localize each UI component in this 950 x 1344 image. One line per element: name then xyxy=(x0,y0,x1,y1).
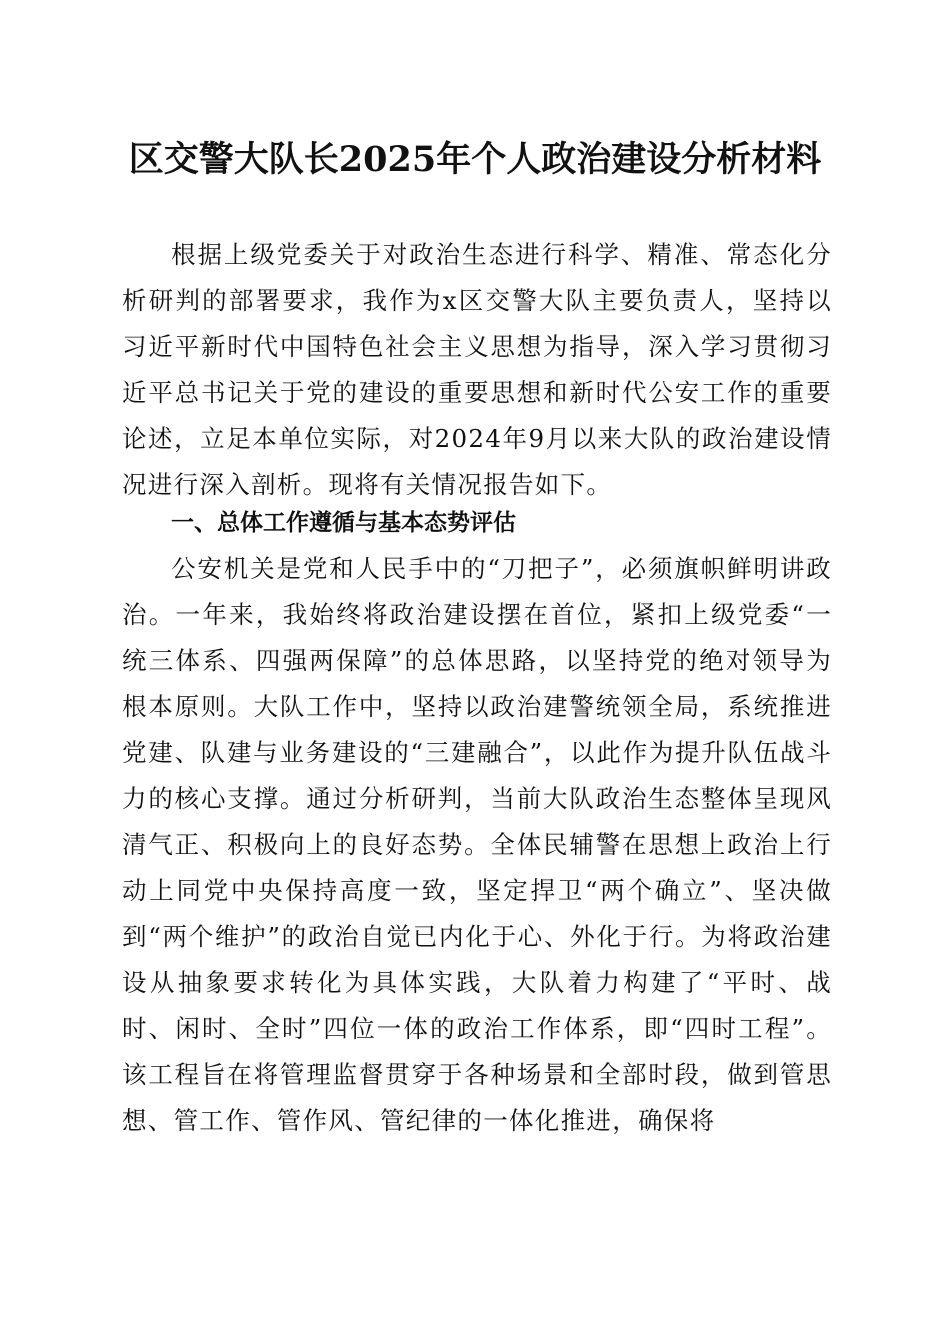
section-paragraph: 公安机关是党和人民手中的“刀把子”，必须旗帜鲜明讲政治。一年来，我始终将政治建设摆在首位，紧扣上级党委“一统三体系、四强两保障”的总体思路，以坚持党的绝对领导为根本原则。大队工作中，坚持以政治建警统领全局，系统推进党建、队建与业务建设的“三建融合”，以此作为提升队伍战斗力的核心支撑。通过分析研判，当前大队政治生态整体呈现风清气正、积极向上的良好态势。全体民辅警在思想上政治上行动上同党中央保持高度一致，坚定捍卫“两个确立”、坚决做到“两个维护”的政治自觉已内化于心、外化于行。为将政治建设从抽象要求转化为具体实践，大队着力构建了“平时、战时、闲时、全时”四位一体的政治工作体系，即“四时工程”。该工程旨在将管理监督贯穿于各种场景和全部时段，做到管思想、管工作、管作风、管纪律的一体化推进，确保将 xyxy=(122,554,832,1135)
section-heading: 一、总体工作遵循与基本态势评估 xyxy=(171,510,516,536)
document-title: 区交警大队长2025年个人政治建设分析材料 xyxy=(128,139,822,180)
intro-paragraph: 根据上级党委关于对政治生态进行科学、精准、常态化分析研判的部署要求，我作为x区交警大队主要负责人，坚持以习近平新时代中国特色社会主义思想为指导，深入学习贯彻习近平总书记关于党的建设的重要思想和新时代公安工作的重要论述，立足本单位实际，对2024年9月以来大队的政治建设情况进行深入剖析。现将有关情况报告如下。 xyxy=(122,240,832,499)
